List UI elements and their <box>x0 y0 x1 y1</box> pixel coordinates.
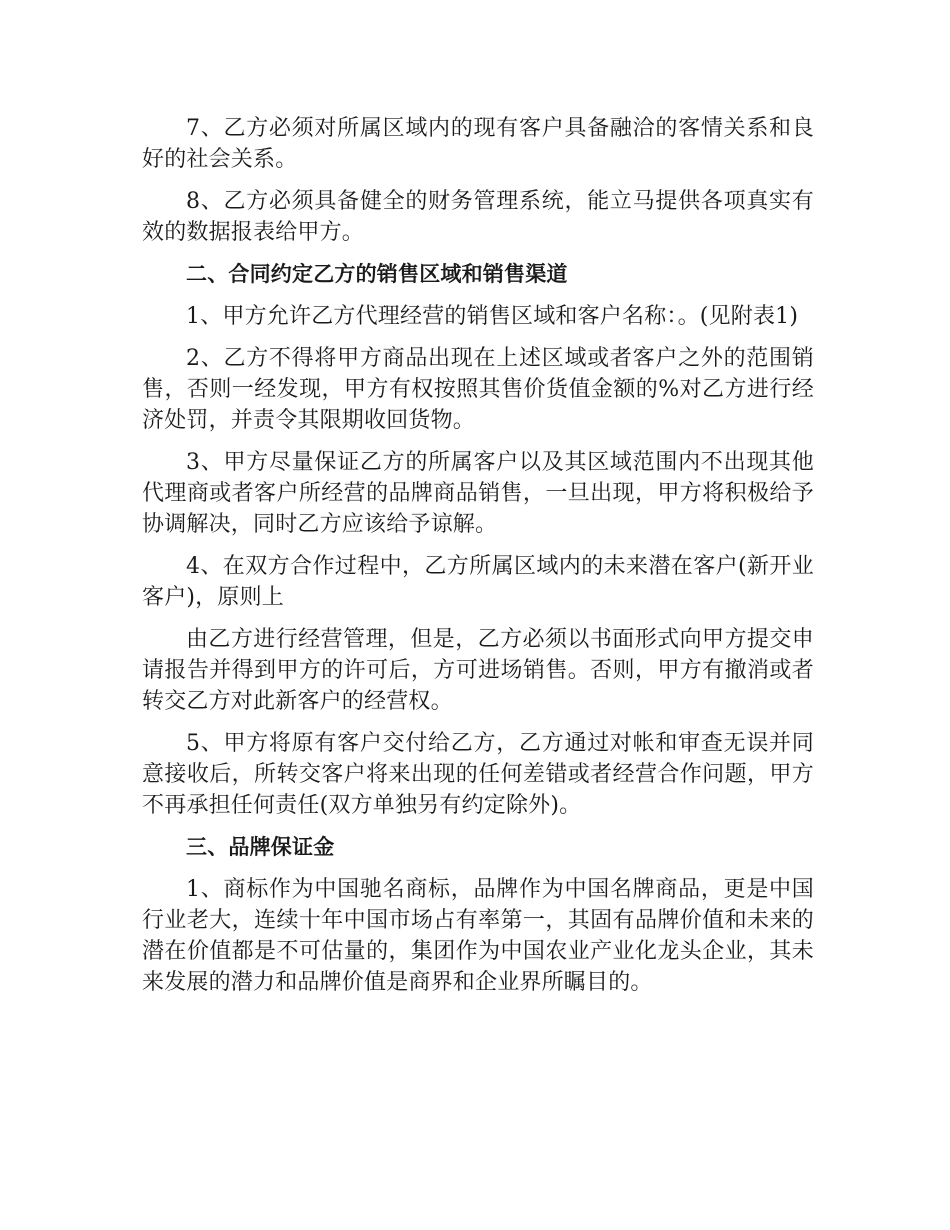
clause-paragraph: 3、甲方尽量保证乙方的所属客户以及其区域范围内不出现其他代理商或者客户所经营的品牌商品销售，一旦出现，甲方将积极给予协调解决，同时乙方应该给予谅解。 <box>142 450 814 537</box>
section-heading: 三、品牌保证金 <box>186 835 335 859</box>
clause-paragraph: 1、商标作为中国驰名商标，品牌作为中国名牌商品，更是中国行业老大，连续十年中国市场占有率第一，其固有品牌价值和未来的潜在价值都是不可估量的，集团作为中国农业产业化龙头企业，其未来发展的潜力和品牌价值是商界和企业界所瞩目的。 <box>142 877 814 995</box>
clause-paragraph: 5、甲方将原有客户交付给乙方，乙方通过对帐和审查无误并同意接收后，所转交客户将来出现的任何差错或者经营合作问题，甲方不再承担任何责任(双方单独另有约定除外)。 <box>142 731 814 818</box>
clause-paragraph: 7、乙方必须对所属区域内的现有客户具备融洽的客情关系和良好的社会关系。 <box>142 116 814 172</box>
clause-paragraph: 8、乙方必须具备健全的财务管理系统，能立马提供各项真实有效的数据报表给甲方。 <box>142 189 814 245</box>
section-heading: 二、合同约定乙方的销售区域和销售渠道 <box>186 262 568 286</box>
document-body <box>142 113 814 1009</box>
clause-paragraph: 1、甲方允许乙方代理经营的销售区域和客户名称：。(见附表1) <box>186 304 799 329</box>
clause-paragraph: 2、乙方不得将甲方商品出现在上述区域或者客户之外的范围销售，否则一经发现，甲方有权按照其售价货值金额的%对乙方进行经济处罚，并责令其限期收回货物。 <box>142 346 814 433</box>
clause-paragraph: 由乙方进行经营管理，但是，乙方必须以书面形式向甲方提交申请报告并得到甲方的许可后，方可进场销售。否则，甲方有撤消或者转交乙方对此新客户的经营权。 <box>142 627 814 714</box>
clause-paragraph: 4、在双方合作过程中，乙方所属区域内的未来潜在客户(新开业客户)，原则上 <box>142 554 814 610</box>
